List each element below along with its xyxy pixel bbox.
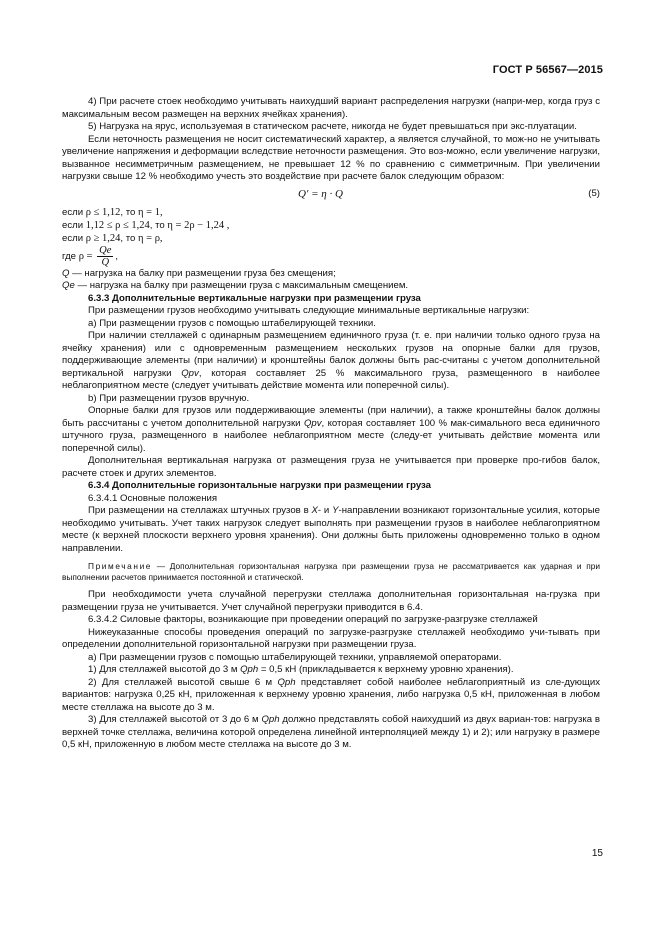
note-text: — Дополнительная горизонтальная нагрузка при размещении груза не рассматривается как ударная и при выполнении расчетов принимается постоянной и статической.: [62, 561, 600, 582]
paragraph: 5) Нагрузка на ярус, используемая в статическом расчете, никогда не будет превышаться при экс-плуатации.: [88, 121, 577, 132]
subsection-heading: 6.3.4.2 Силовые факторы, возникающие при проведении операций по загрузке-разгрузке стеллажей: [88, 614, 538, 625]
definition: [62, 268, 600, 281]
formula-number: (5): [588, 187, 600, 199]
text-run: 2) Для стеллажей высотой свыше 6 м: [88, 676, 278, 688]
condition-line: [62, 232, 600, 245]
condition-prefix: если: [62, 219, 84, 231]
condition-prefix: если: [62, 206, 84, 218]
text-run: должно представлять собой наихудший из двух вариан-тов: нагрузка в верхней точке стеллажа, величина которой определена линейной интерполяцией между 1) и 2); или нагрузку в размере 0,5 кН, приложенную в любом месте стеллажа на высоте до 3 м.: [62, 714, 600, 750]
condition-expr: 1,12 ≤ ρ ≤ 1,24: [85, 219, 150, 231]
condition-expr: ρ ≥ 1,24: [85, 232, 121, 244]
document-header: ГОСТ Р 56567—2015: [492, 64, 603, 76]
where-lhs: ρ =: [78, 250, 93, 262]
definition-symbol: Qe: [62, 280, 75, 291]
condition-then: , то: [149, 219, 165, 231]
symbol: Qph: [240, 664, 259, 675]
condition-line: [62, 219, 600, 232]
page-number: 15: [591, 848, 603, 859]
condition-expr: ρ ≤ 1,12: [85, 206, 121, 218]
text-run: При размещении на стеллажах штучных грузов в: [88, 505, 312, 516]
section-heading: 6.3.3 Дополнительные вертикальные нагрузки при размещении груза: [88, 292, 421, 304]
definition: [62, 280, 600, 293]
text-run: Опорные балки для грузов или поддерживающие элементы (при наличии), а также кронштейны балок должны быть рассчитаны с учетом дополнительной нагрузки: [62, 405, 600, 429]
text-run: представляет собой наиболее неблагоприятный из сле-дующих вариантов: нагрузка 0,25 кН, приложенная к верхнему уровню хранения, либо нагрузка 0,5 кН, приложенная в любом месте стеллажа на высоте до 3 м.: [62, 676, 601, 713]
paragraph: При необходимости учета случайной перегрузки стеллажа дополнительная горизонтальная на-грузка при размещении груза не учитывается. Учет случайной перегрузки приводится в 6.4.: [62, 589, 600, 613]
list-item: [62, 664, 600, 677]
list-item: b) При размещении грузов вручную.: [88, 392, 250, 404]
fraction-denominator: Q: [101, 256, 110, 268]
list-item: а) При размещении грузов с помощью штабелирующей техники, управляемой операторами.: [88, 651, 502, 663]
paragraph: 4) При расчете стоек необходимо учитывать наихудший вариант распределения нагрузки (напри-мер, когда груз с максимальным весом размещен на верхних ячейках хранения).: [62, 96, 600, 120]
text-run: - и: [317, 505, 333, 516]
text-run: , которая составляет 25 % максимального груза, размещенного в наиболее неблагоприятном месте (следует учитывать действие момента или поперечной силы).: [62, 367, 600, 391]
definition-symbol: Q: [62, 267, 70, 279]
symbol: X: [311, 505, 318, 516]
where-prefix: где: [62, 250, 77, 262]
list-item: [62, 714, 600, 752]
fraction-numerator: Qe: [99, 244, 112, 256]
formula-5: [62, 186, 600, 204]
paragraph: При размещении грузов необходимо учитывать следующие минимальные вертикальные нагрузки:: [88, 305, 530, 316]
document-body: [62, 96, 600, 752]
condition-result: η = ρ,: [138, 232, 163, 244]
formula-expression: Q′ = η · Q: [298, 187, 343, 200]
condition-result: η = 2ρ − 1,24 ,: [167, 219, 230, 231]
condition-then: , то: [120, 232, 136, 244]
text-run: 3) Для стеллажей высотой от 3 до 6 м: [88, 714, 262, 725]
paragraph: Дополнительная вертикальная нагрузка от размещения груза не учитывается при проверке про-гибов балок, расчете стоек и других элементов.: [62, 455, 600, 479]
paragraph: [62, 330, 600, 393]
fraction: [97, 245, 113, 268]
definition-text: — нагрузка на балку при размещении груза без смещения;: [69, 267, 336, 279]
paragraph: [62, 505, 600, 555]
list-item: а) При размещении грузов с помощью штабелирующей техники.: [88, 317, 376, 329]
definition-text: — нагрузка на балку при размещении груза с максимальным смещением.: [74, 280, 409, 291]
section-heading: 6.3.4 Дополнительные горизонтальные нагрузки при размещении груза: [88, 480, 432, 491]
condition-prefix: если: [62, 232, 84, 244]
symbol: Y: [332, 505, 339, 516]
condition-then: , то: [120, 206, 136, 218]
paragraph: [62, 405, 600, 455]
paragraph: Нижеуказанные способы проведения операций по загрузке-разгрузке стеллажей необходимо учи-тывать при определении дополнительной горизонтальной нагрузки при размещении груза.: [62, 626, 600, 650]
note: [62, 561, 600, 583]
text-run: При наличии стеллажей с одинарным размещением единичного груза (т. е. при наличии только одного груза на ячейку хранения) или с одновременным размещением нескольких грузов на опорные балки для грузов, поддерживающие элементы (при наличии) и кронштейны балок должны быть рас-считаны с учетом дополнительной вертикальной нагрузки: [62, 330, 600, 379]
text-run: -направлении возникают горизонтальные усилия, которые необходимо учитывать. Учет таких нагрузок следует выполнять при размещении грузов в наиболее неблагоприятном месте (к верхней плоскости верхнего уровня хранения). Они должны быть приложены одновременно только в одном направлении.: [62, 505, 600, 554]
text-run: = 0,5 кН (прикладывается к верхнему уровню хранения).: [258, 664, 514, 675]
where-line: [62, 245, 600, 268]
note-label: Примечание: [88, 561, 153, 571]
where-tail: ,: [115, 250, 119, 262]
subsection-heading: 6.3.4.1 Основные положения: [88, 492, 218, 504]
symbol: Qph: [277, 676, 296, 688]
symbol: Qph: [261, 714, 280, 725]
condition-line: [62, 206, 600, 219]
symbol: Qpv: [303, 417, 322, 429]
text-run: , которая составляет 100 % мак-симального веса единичного штучного груза, размещенного в наиболее неблагоприятном месте (следу-ет учитывать действие момента или поперечной силы).: [62, 417, 601, 454]
list-item: [62, 677, 600, 715]
condition-result: η = 1,: [138, 206, 163, 218]
symbol: Qpv: [181, 367, 199, 379]
paragraph: Если неточность размещения не носит систематический характер, а является случайной, то мож-но не учитывать увеличение напряжения и деформации вследствие неточности размещения. Это воз-можно, если увеличение нагрузки, вызванное несимметричным размещением, не превышает 12 % по сравнению с симметричным. При увеличении нагрузки свыше 12 % необходимо учесть это воздействие при расчете балок следующим образом:: [62, 133, 600, 182]
text-run: 1) Для стеллажей высотой до 3 м: [88, 664, 241, 675]
